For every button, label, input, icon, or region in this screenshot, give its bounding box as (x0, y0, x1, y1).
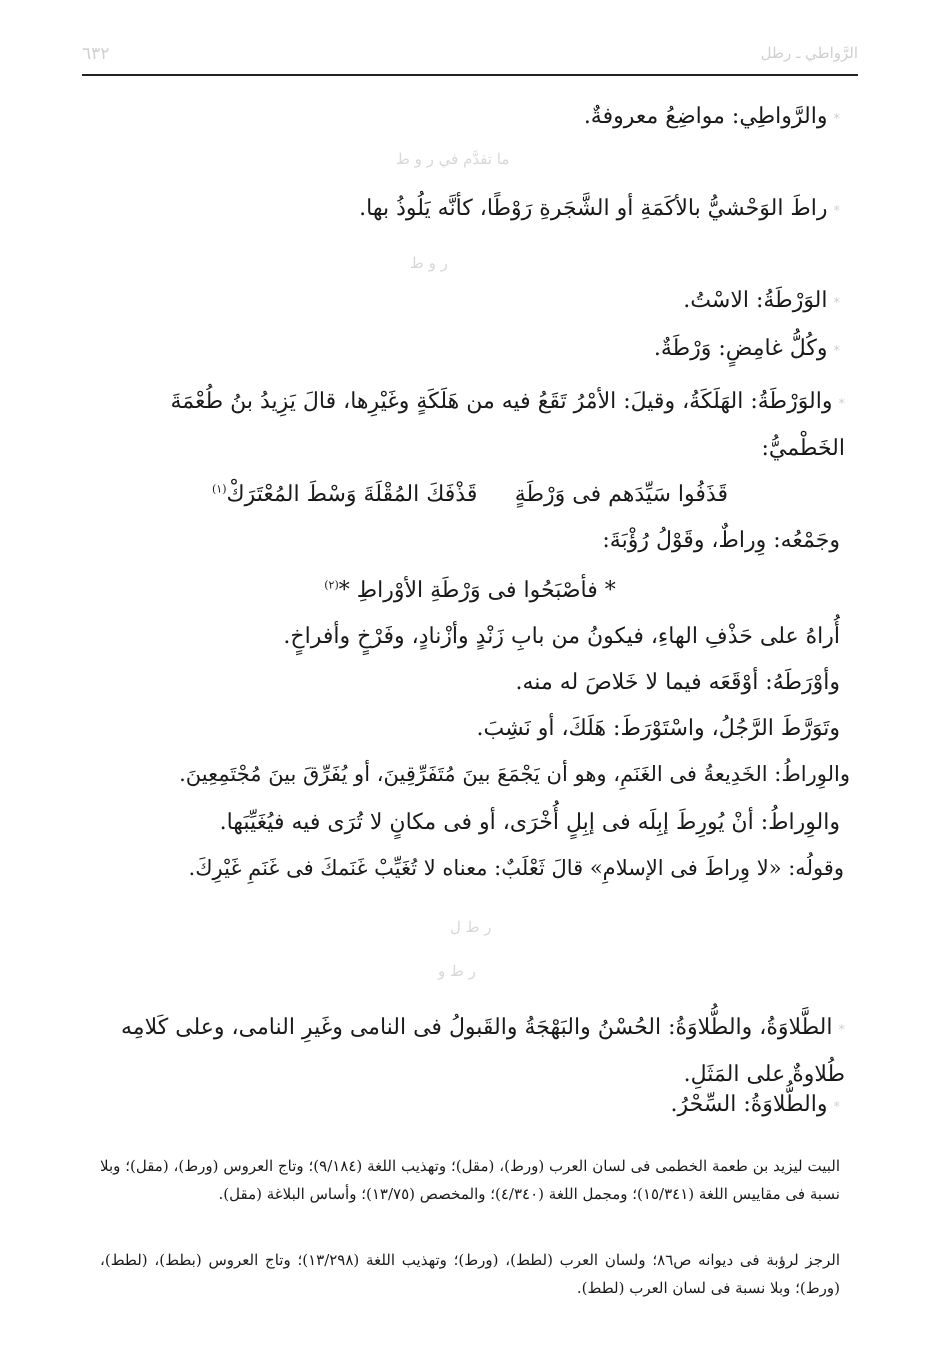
entry-marker: * (833, 344, 840, 359)
entry-line (359, 198, 840, 220)
entry-marker: * (833, 112, 840, 127)
line-text: وقولُه: «لا وِراطَ فى الإسلامِ» قالَ ثَعْلَبٌ: معناه لا تُغَيِّبْ غَنَمكَ فى غَنَمِ غَيْرِكَ. (188, 856, 844, 880)
line-text: راطَ الوَحْشيُّ بالأكَمَةِ أو الشَّجَرةِ رَوْطًا، كأنَّه يَلُوذُ بها. (359, 196, 828, 221)
line-text: والوِراطُ: الخَدِيعةُ فى الغَنَمِ، وهو أن يَجْمَعَ بينَ مُتَفَرِّقِينَ، أو يُفَرِّقَ بينَ مُجْتَمِعِينَ. (179, 762, 850, 786)
entry-marker: * (833, 1100, 840, 1115)
page-header (82, 40, 858, 70)
footnote-text: البيت ليزيد بن طعمة الخطمى فى لسان العرب (ورط)، (مقل)؛ وتهذيب اللغة (٩/١٨٤)؛ وتاج العروس (ورط)، (مقل)؛ وبلا نسبة فى مقاييس اللغة (١٥/٣٤١)؛ ومجمل اللغة (٤/٣٤٠)؛ والمخصص (١٣/٧٥)؛ وأساس البلاغة (مقل). (100, 1157, 840, 1203)
line-text: وتَوَرَّطَ الرَّجُلُ، واسْتَوْرَطَ: هَلَكَ، أو نَشِبَ. (476, 716, 840, 741)
entry-line (179, 764, 850, 785)
line-text: أُراهُ على حَذْفِ الهاءِ، فيكونُ من بابِ زَنْدٍ وأزْنادٍ، وفَرْخٍ وأفراخٍ. (283, 624, 840, 649)
entry-marker: * (833, 296, 840, 311)
verse-hemistich-second (212, 482, 477, 507)
entry-line (602, 530, 840, 552)
entry-paragraph (95, 1006, 845, 1097)
faded-heading: ر و ط (410, 254, 448, 272)
line-text: الوَرْطَةُ: الاسْتُ. (683, 288, 828, 313)
entry-line (671, 1094, 840, 1116)
footnote-1 (100, 1152, 840, 1208)
faded-heading: ر ط و (438, 962, 476, 980)
entry-marker: * (838, 397, 845, 412)
footnote-ref: (٢) (324, 578, 339, 592)
line-text: والرَّواطِي: مواضِعُ معروفةٌ. (583, 104, 828, 129)
line-text: والطُّلاوَةُ: السِّحْرُ. (670, 1092, 828, 1117)
entry-line (476, 718, 840, 740)
page-number: ٦٣٢ (82, 44, 110, 64)
faded-heading: ر ط ل (450, 918, 492, 936)
verse-text: قَذْفَكَ المُقْلَةَ وَسْطَ المُعْتَرَكْ (226, 482, 478, 507)
entry-line (654, 338, 840, 360)
footnote-ref: (١) (212, 482, 227, 496)
header-rule (82, 74, 858, 76)
footnote-2 (100, 1246, 840, 1302)
line-text: والوَرْطَةُ: الهَلَكَةُ، وقيلَ: الأمْرُ تَقَعُ فيه من هَلَكَةٍ وغَيْرِها، قالَ يَزِيدُ بنُ طُعْمَةَ الخَطْميُّ: (170, 389, 845, 461)
line-text: وجَمْعُه: وِراطٌ، وقَوْلُ رُؤْبَةَ: (602, 528, 840, 553)
entry-line (584, 106, 840, 128)
line-text: وكُلُّ غامِضٍ: وَرْطَةٌ. (653, 336, 828, 361)
entry-line (516, 672, 840, 694)
entry-marker: * (833, 204, 840, 219)
line-text: الطَّلاوَةُ، والطُّلاوَةُ: الحُسْنُ والبَهْجَةُ والقَبولُ فى النامى وغَيرِ النامى، وعلى كَلامِه طُلاوةٌ على المَثَلِ. (121, 1015, 845, 1087)
entry-line (283, 626, 840, 648)
running-head: الرَّواطي ـ رطل (760, 44, 858, 62)
rajaz-text: * فأصْبَحُوا فى وَرْطَةِ الأوْراطِ * (338, 578, 616, 603)
line-text: والوِراطُ: أنْ يُورِطَ إبِلَه فى إبِلٍ أُخْرَى، أو فى مكانٍ لا تُرَى فيه فيُغَيِّبَها. (219, 810, 840, 835)
entry-paragraph (95, 380, 845, 471)
line-text: وأوْرَطَهُ: أوْقَعَه فيما لا خَلاصَ له منه. (515, 670, 840, 695)
footnote-text: الرجز لرؤبة فى ديوانه ص٨٦؛ ولسان العرب (لطط)، (ورط)؛ وتهذيب اللغة (١٣/٢٩٨)؛ وتاج العروس (بطط)، (لطط)، (ورط)؛ وبلا نسبة فى لسان العرب (لطط). (100, 1251, 840, 1297)
entry-line (683, 290, 840, 312)
entry-marker: * (838, 1023, 845, 1038)
faded-heading: ما تقدَّم في ر و ط (396, 150, 510, 168)
rajaz-line (0, 578, 940, 603)
entry-line (189, 858, 844, 879)
verse-hemistich-first: قَذَفُوا سَيِّدَهم فى وَرْطَةٍ (514, 482, 728, 507)
entry-line (220, 812, 840, 834)
